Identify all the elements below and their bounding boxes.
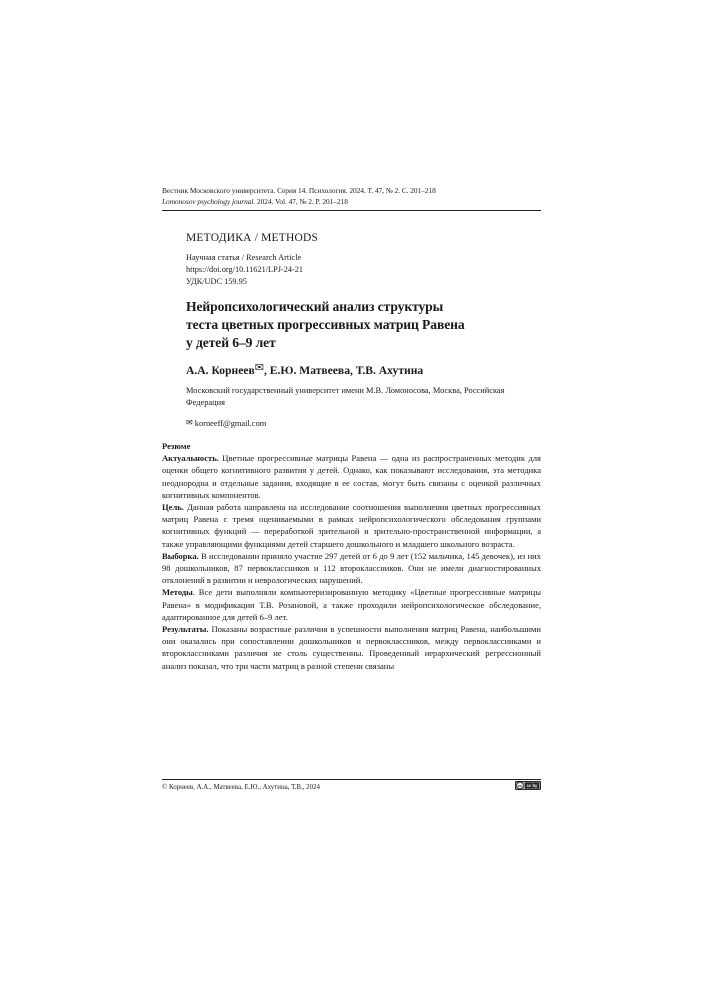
title-line-3: у детей 6–9 лет <box>186 335 276 350</box>
abstract-heading: Резюме <box>162 441 191 451</box>
udc-code: УДК/UDC 159.95 <box>186 276 247 286</box>
svg-text:cc: cc <box>518 784 522 788</box>
mail-icon: ✉ <box>254 362 264 374</box>
affiliation: Московский государственный университет имени М.В. Ломоносова, Москва, Российская Федерация <box>186 386 505 408</box>
envelope-icon: ✉ <box>186 418 193 427</box>
journal-name-en: Lomonosov psychology journal. <box>162 196 256 206</box>
relevance-text: Цветные прогрессивные матрицы Равена — одна из распространенных методик для оценки общего когнитивного развития у детей. Однако, как показывают исследования, эта методика неоднородна и отдельные задания, входящие в ее состав, могут быть связаны с оценкой различных когнитивных компонентов. <box>162 453 541 500</box>
abstract <box>162 440 541 672</box>
methods-label: Методы <box>162 587 193 598</box>
sample-text: В исследовании приняло участие 297 детей от 6 до 9 лет (152 мальчика, 145 девочек), из них 98 дошкольников, 87 первоклассников и 112 второклассников. Они не имели диагностированных отклонений в развитии и неврологических нарушений. <box>162 550 541 586</box>
goal-label: Цель. <box>162 502 184 513</box>
running-header <box>162 186 541 211</box>
abstract-goal <box>162 501 541 550</box>
authors-rest: , Е.Ю. Матвеева, Т.В. Ахутина <box>263 364 424 377</box>
article-type: Научная статья / Research Article <box>186 253 302 262</box>
footer-rule <box>162 779 541 780</box>
sample-label: Выборка. <box>162 550 199 561</box>
authors <box>186 361 423 377</box>
methods-text: . Все дети выполняли компьютеризированную методику «Цветные прогрессивные матрицы Равена» в модификации Т.В. Розановой, а также проходили нейропсихологическое обследование, адаптированное для детей 6–9 лет. <box>162 587 541 622</box>
copyright: © Корнеев, А.А., Матвеева, Е.Ю., Ахутина, Т.В., 2024 <box>162 784 320 791</box>
author-1: А.А. Корнеев <box>186 364 255 377</box>
journal-line-en <box>162 197 541 208</box>
cc-by-license-icon <box>515 781 541 790</box>
email-line <box>186 418 266 428</box>
journal-line-ru: Вестник Московского университета. Серия 14. Психология. 2024. Т. 47, № 2. С. 201–218 <box>162 186 436 195</box>
doi-link[interactable]: https://doi.org/10.11621/LPJ-24-21 <box>186 264 304 274</box>
article-meta <box>186 252 303 287</box>
abstract-sample <box>162 550 541 587</box>
section-label: МЕТОДИКА / METHODS <box>186 232 319 244</box>
license-label: cc by <box>526 783 538 788</box>
header-rule <box>162 210 541 211</box>
results-label: Результаты. <box>162 624 209 635</box>
results-text: Показаны возрастные различия в успешности выполнения матриц Равена, наибольшими они оказались при сопоставлении дошкольников и первоклассников, между первоклассниками и второклассниками различия не столь существенны. Проведенный иерархический регрессионный анализ показал, что три части матриц в разной степени связаны <box>162 624 541 671</box>
abstract-methods <box>162 586 541 623</box>
relevance-label: Актуальность. <box>162 453 219 464</box>
article-title <box>186 298 526 352</box>
abstract-relevance <box>162 452 541 501</box>
journal-issue-en: 2024. Vol. 47, № 2. P. 201–218 <box>255 196 348 206</box>
abstract-results <box>162 623 541 672</box>
goal-text: Данная работа направлена на исследование соотношения выполнения цветных прогрессивных матриц Равена с тремя оцениваемыми в рамках нейропсихологического обследования группами когнитивных функций — переработкой зрительной и зрительно-пространственной информации, а также управляющими функциями детей старшего дошкольного и младшего школьного возраста. <box>162 502 541 549</box>
title-line-2: теста цветных прогрессивных матриц Равена <box>186 317 465 332</box>
title-line-1: Нейропсихологический анализ структуры <box>186 299 444 314</box>
email-address[interactable]: korneeff@gmail.com <box>194 419 267 428</box>
